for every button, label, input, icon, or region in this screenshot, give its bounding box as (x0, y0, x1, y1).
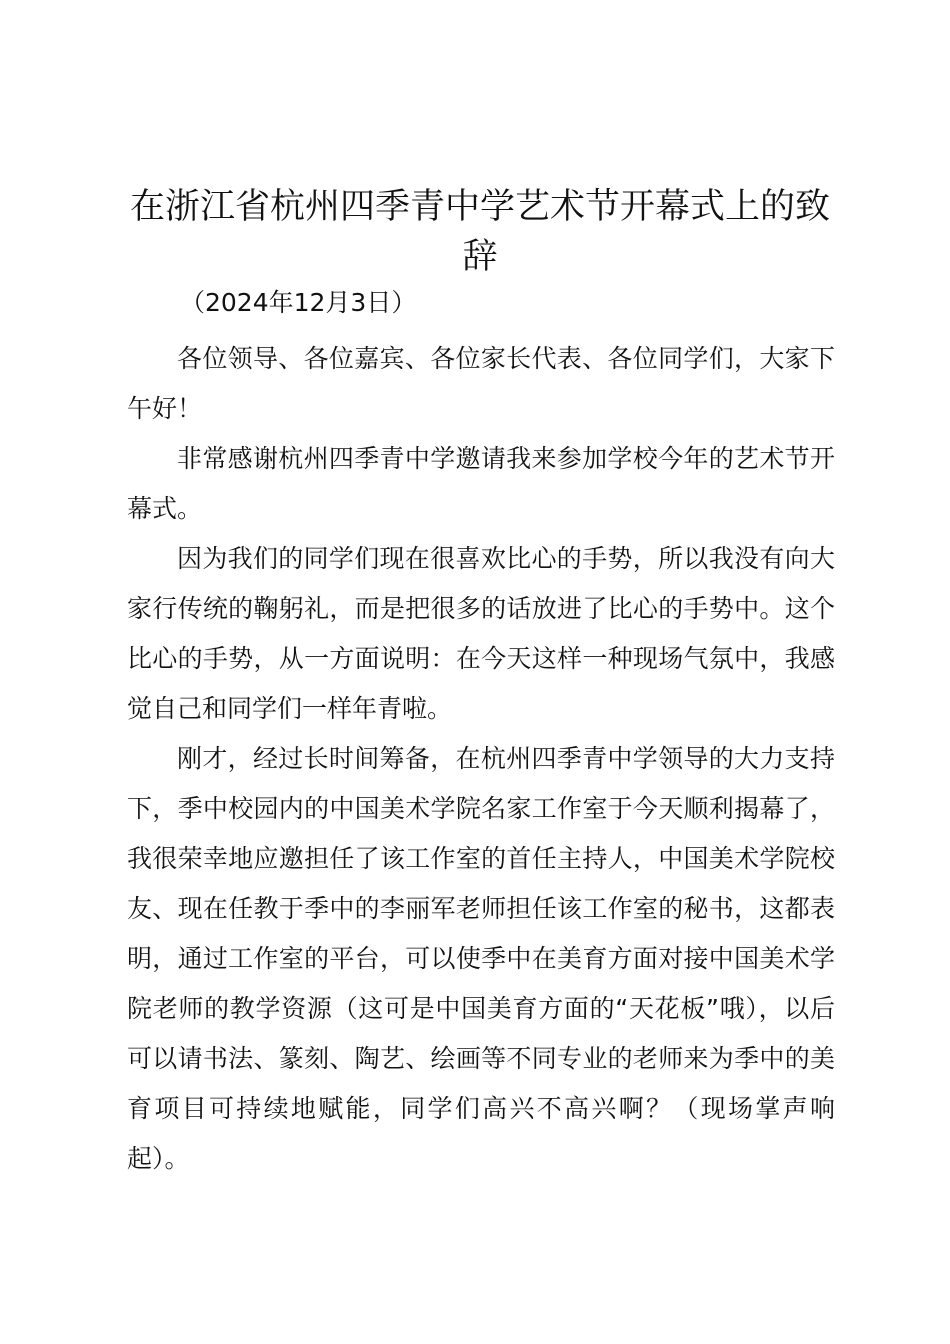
paragraph-heart-gesture: 因为我们的同学们现在很喜欢比心的手势，所以我没有向大家行传统的鞠躬礼，而是把很多的话放进了比心的手势中。这个比心的手势，从一方面说明：在今天这样一种现场气氛中，我感觉自己和同学们一样年青啦。 (127, 544, 835, 723)
speech-date: （2024年12月3日） (180, 288, 417, 317)
paragraph-greeting: 各位领导、各位嘉宾、各位家长代表、各位同学们，大家下午好！ (127, 344, 835, 423)
paragraph-studio: 刚才，经过长时间筹备，在杭州四季青中学领导的大力支持下，季中校园内的中国美术学院名家工作室于今天顺利揭幕了，我很荣幸地应邀担任了该工作室的首任主持人，中国美术学院校友、现在任教于季中的李丽军老师担任该工作室的秘书，这都表明，通过工作室的平台，可以使季中在美育方面对接中国美术学院老师的教学资源（这可是中国美育方面的“天花板”哦），以后可以请书法、篆刻、陶艺、绘画等不同专业的老师来为季中的美育项目可持续地赋能，同学们高兴不高兴啊？（现场掌声响起）。 (127, 744, 835, 1173)
paragraph-thanks: 非常感谢杭州四季青中学邀请我来参加学校今年的艺术节开幕式。 (127, 444, 835, 523)
document-body (127, 334, 835, 1184)
document-title: 在浙江省杭州四季青中学艺术节开幕式上的致辞 (129, 187, 830, 277)
